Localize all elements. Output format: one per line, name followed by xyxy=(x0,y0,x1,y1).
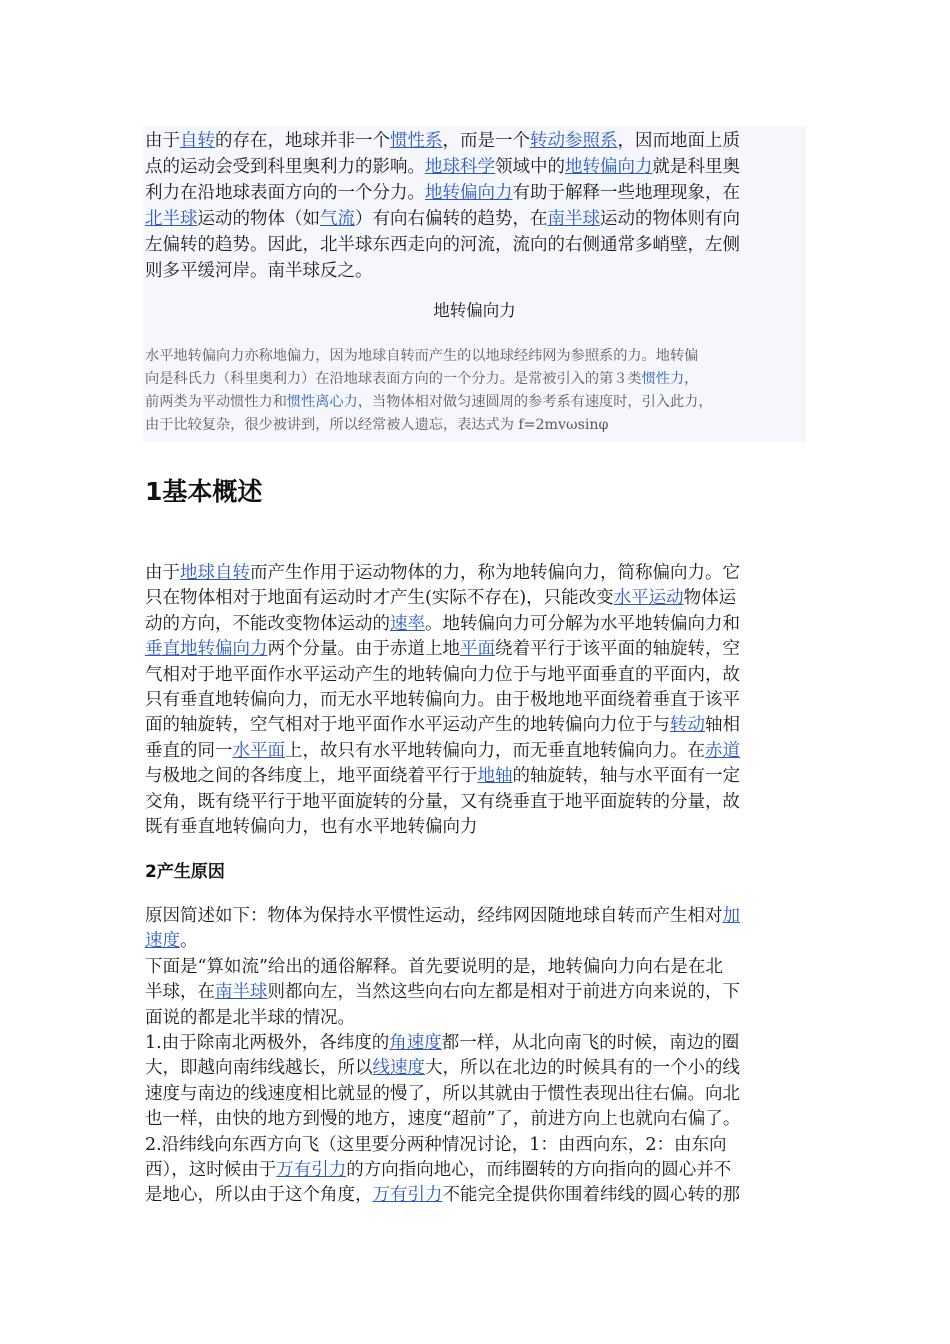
cause-line: 速度与南边的线速度相比就显的慢了，所以其就由于惯性表现出往右偏。向北 xyxy=(145,1083,740,1104)
intro-line: 左偏转的趋势。因此，北半球东西走向的河流，流向的右侧通常多峭壁，左侧 xyxy=(145,235,740,255)
link-inertial-frame[interactable]: 惯性系 xyxy=(390,131,443,151)
info-paragraph xyxy=(145,345,807,437)
overview-line: 由于地球自转而产生作用于运动物体的力，称为地转偏向力，简称偏向力。它 xyxy=(145,563,740,583)
cause-line: 也一样，由快的地方到慢的地方，速度“超前”了，前进方向上也就向右偏了。 xyxy=(145,1109,741,1130)
link-coriolis-force[interactable]: 地转偏向力 xyxy=(565,157,653,177)
cause-line: 西），这时候由于万有引力的方向指向地心，而纬圈转的方向指向的圆心并不 xyxy=(145,1160,732,1181)
cause-line: 下面是“算如流”给出的通俗解释。首先要说明的是，地转偏向力向右是在北 xyxy=(145,956,723,977)
link-southern-hemisphere[interactable]: 南半球 xyxy=(215,982,268,1003)
intro-line: 由于自转的存在，地球并非一个惯性系，而是一个转动参照系，因而地面上质 xyxy=(145,131,740,151)
link-linear-velocity[interactable]: 线速度 xyxy=(372,1058,425,1079)
overview-line: 与极地之间的各纬度上，地平面绕着平行于地轴的轴旋转，轴与水平面有一定 xyxy=(145,766,740,787)
link-earth-axis[interactable]: 地轴 xyxy=(477,766,513,787)
cause-line: 大，即越向南纬线越长，所以线速度大，所以在北边的时候具有的一个小的线 xyxy=(145,1058,740,1079)
cause-paragraph xyxy=(145,904,800,1209)
link-equator[interactable]: 赤道 xyxy=(705,740,740,761)
link-gravitation[interactable]: 万有引力 xyxy=(372,1185,443,1206)
info-line: 前两类为平动惯性力和惯性离心力，当物体相对做匀速圆周的参考系有速度时，引入此力， xyxy=(145,394,713,410)
link-coriolis-force[interactable]: 地转偏向力 xyxy=(425,183,513,203)
link-rotating-frame[interactable]: 转动参照系 xyxy=(530,131,618,151)
link-earth-science[interactable]: 地球科学 xyxy=(425,157,495,177)
intro-line: 利力在沿地球表面方向的一个分力。地转偏向力有助于解释一些地理现象，在 xyxy=(145,183,740,203)
intro-paragraph xyxy=(145,128,805,284)
info-line: 向是科氏力（科里奥利力）在沿地球表面方向的一个分力。是常被引入的第３类惯性力， xyxy=(145,371,699,387)
cause-line: 半球，在南半球则都向左，当然这些向右向左都是相对于前进方向来说的，下 xyxy=(145,982,740,1003)
intro-line: 点的运动会受到科里奥利力的影响。地球科学领域中的地转偏向力就是科里奥 xyxy=(145,157,740,177)
overview-line: 只有垂直地转偏向力，而无水平地转偏向力。由于极地地平面绕着垂直于该平 xyxy=(145,690,740,711)
link-horizontal-plane[interactable]: 水平面 xyxy=(232,740,285,761)
cause-line: 是地心，所以由于这个角度，万有引力不能完全提供你围着纬线的圆心转的那 xyxy=(145,1185,740,1206)
cause-line: 2.沿纬线向东西方向飞（这里要分两种情况讨论，1：由西向东，2：由东向 xyxy=(145,1134,727,1155)
overview-line: 垂直的同一水平面上，故只有水平地转偏向力，而无垂直地转偏向力。在赤道 xyxy=(145,740,740,761)
cause-line: 面说的都是北半球的情况。 xyxy=(145,1007,355,1028)
link-northern-hemisphere[interactable]: 北半球 xyxy=(145,209,198,229)
link-rotation[interactable]: 自转 xyxy=(180,131,215,151)
overview-line: 只在物体相对于地面有运动时才产生(实际不存在)，只能改变水平运动物体运 xyxy=(145,588,737,609)
link-vertical-coriolis[interactable]: 垂直地转偏向力 xyxy=(145,639,268,660)
link-acceleration[interactable]: 速度 xyxy=(145,931,180,952)
link-southern-hemisphere[interactable]: 南半球 xyxy=(547,209,600,229)
cause-line: 速度。 xyxy=(145,931,198,952)
link-speed[interactable]: 速率 xyxy=(390,613,425,634)
overview-line: 气相对于地平面作水平运动产生的地转偏向力位于与地平面垂直的平面内，故 xyxy=(145,664,740,685)
link-inertial-force[interactable]: 惯性力 xyxy=(641,371,685,387)
overview-line: 动的方向，不能改变物体运动的速率。地转偏向力可分解为水平地转偏向力和 xyxy=(145,613,740,634)
link-plane[interactable]: 平面 xyxy=(460,639,495,660)
overview-line: 既有垂直地转偏向力，也有水平地转偏向力 xyxy=(145,817,478,838)
section-heading-overview: 1基本概述 xyxy=(145,477,263,506)
image-caption: 地转偏向力 xyxy=(433,301,516,320)
intro-line: 则多平缓河岸。南半球反之。 xyxy=(145,261,373,281)
link-centrifugal-force[interactable]: 惯性离心力 xyxy=(286,394,358,410)
overview-line: 交角，既有绕平行于地平面旋转的分量，又有绕垂直于地平面旋转的分量，故 xyxy=(145,791,740,812)
overview-line: 面的轴旋转，空气相对于地平面作水平运动产生的地转偏向力位于与转动轴相 xyxy=(145,715,740,736)
overview-line: 垂直地转偏向力两个分量。由于赤道上地平面绕着平行于该平面的轴旋转，空 xyxy=(145,639,740,660)
cause-line: 原因简述如下：物体为保持水平惯性运动，经纬网因随地球自转而产生相对加 xyxy=(145,906,740,926)
info-line: 由于比较复杂，很少被讲到，所以经常被人遗忘，表达式为 f=2mvωsinφ xyxy=(145,417,609,433)
link-gravitation[interactable]: 万有引力 xyxy=(276,1160,347,1181)
link-rotation-axis[interactable]: 转动 xyxy=(670,715,705,736)
section-heading-cause: 2产生原因 xyxy=(145,862,225,882)
intro-line: 北半球运动的物体（如气流）有向右偏转的趋势，在南半球运动的物体则有向 xyxy=(145,209,740,229)
link-horizontal-motion[interactable]: 水平运动 xyxy=(613,588,684,609)
link-angular-velocity[interactable]: 角速度 xyxy=(389,1033,442,1054)
cause-line: 1.由于除南北两极外，各纬度的角速度都一样，从北向南飞的时候，南边的圈 xyxy=(145,1033,740,1054)
info-line: 水平地转偏向力亦称地偏力，因为地球自转而产生的以地球经纬网为参照系的力。地转偏 xyxy=(145,348,699,364)
overview-paragraph xyxy=(145,561,800,840)
link-airflow[interactable]: 气流 xyxy=(320,209,355,229)
link-acceleration[interactable]: 加 xyxy=(722,906,740,926)
link-earth-rotation[interactable]: 地球自转 xyxy=(180,563,250,583)
